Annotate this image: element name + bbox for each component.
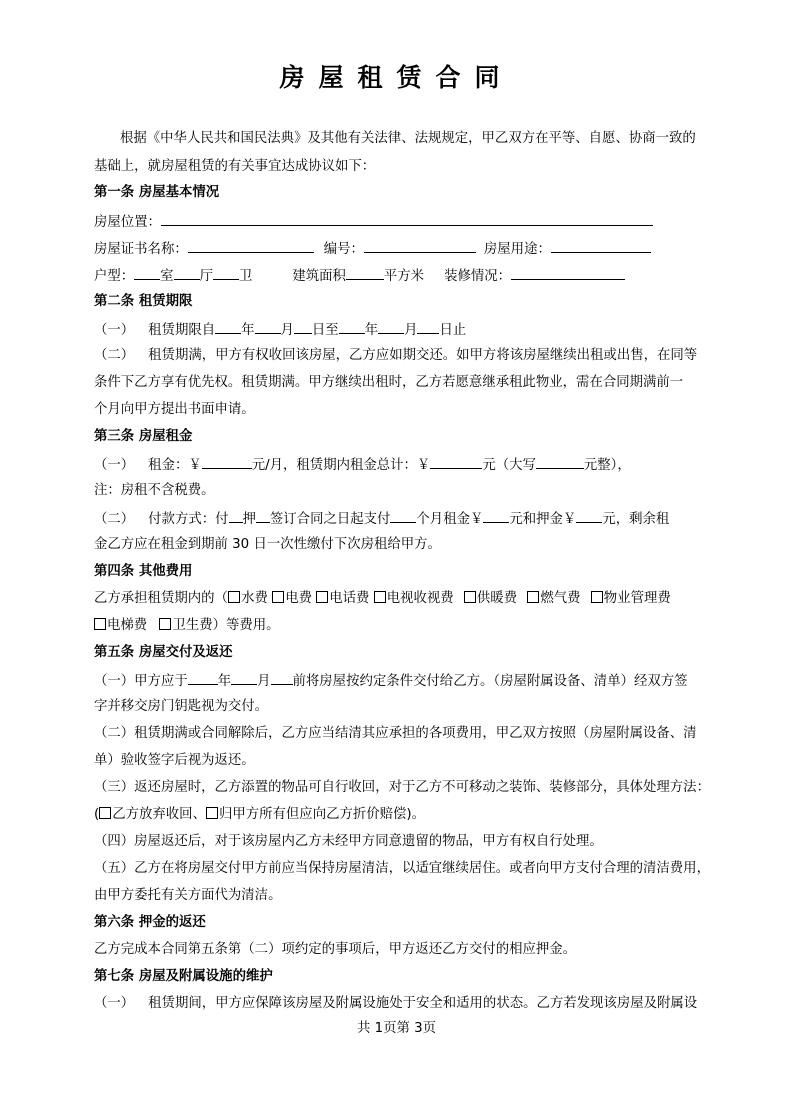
fee-label: 电视收视费 (386, 591, 454, 606)
area-label: 建筑面积 (292, 269, 346, 284)
article-1-heading: 第一条 房屋基本情况 (94, 185, 220, 200)
deco-label: 装修情况： (444, 269, 512, 284)
start-year-blank[interactable] (215, 319, 241, 334)
fees-row-1 (94, 589, 724, 609)
checkbox[interactable] (527, 591, 539, 603)
location-blank[interactable] (161, 211, 653, 226)
rent-row (94, 454, 724, 476)
fee-label: 电梯费 (107, 618, 148, 633)
hall-label: 厅 (199, 269, 213, 284)
leftover-items: （四）房屋返还后，对于该房屋内乙方未经甲方同意遗留的物品，甲方有权自行处理。 (94, 834, 603, 849)
fee-label: 物业管理费 (603, 591, 671, 606)
fee-elevator (94, 618, 147, 633)
checkbox[interactable] (94, 618, 106, 630)
contract-title: 房屋租赁合同 (279, 63, 514, 92)
start-day-blank[interactable] (294, 319, 312, 334)
rent-amount-blank[interactable] (483, 508, 509, 523)
term-expiry-line-3: 个月向甲方提出书面申请。 (94, 402, 255, 417)
delivery-day-blank[interactable] (271, 670, 293, 685)
year-label: 年 (364, 323, 379, 338)
checkbox[interactable] (228, 591, 240, 603)
checkbox[interactable] (464, 591, 476, 603)
checkbox[interactable] (159, 618, 171, 630)
rent-total-label: 元/月，租赁期内租金总计：￥ (251, 458, 431, 473)
total-rent-blank[interactable] (430, 454, 482, 469)
option-compensate: 归甲方所有但应向乙方折价赔偿)。 (218, 807, 426, 822)
term-expiry-line-1 (94, 346, 724, 366)
fee-label: 供暖费 (476, 591, 518, 606)
deposit-months-blank[interactable] (256, 508, 270, 523)
clause-text: 租赁期间，甲方应保障该房屋及附属设施处于安全和适用的状态。乙方若发现该房屋及附属设 (148, 996, 698, 1011)
rent-label: 租金：￥ (148, 458, 202, 473)
checkbox[interactable] (99, 807, 111, 819)
delivery-text: 前将房屋按约定条件交付给乙方。（房屋附属设备、清单）经双方签 (292, 674, 688, 689)
checkbox[interactable] (206, 807, 218, 819)
intro-line-2: 基础上，就房屋租赁的有关事宜达成协议如下： (94, 159, 376, 174)
delivery-label: （一）甲方应于 (94, 674, 188, 689)
fee-heating (464, 591, 517, 606)
rent-end-label: 元整）， (583, 458, 631, 473)
rent-note: 注：房租不含税费。 (94, 483, 215, 498)
fee-water (228, 591, 268, 606)
delivery-line-2: 字并移交房门钥匙视为交付。 (94, 699, 269, 714)
article-2-heading: 第二条 租赁期限 (94, 294, 193, 309)
fees-suffix: ）等费用。 (212, 618, 280, 633)
payment-start-label: 签订合同之日起支付 (269, 512, 391, 527)
intro-line-1: 根据《中华人民共和国民法典》及其他有关法律、法规规定，甲乙双方在平等、自愿、协商一致的 (120, 131, 696, 146)
use-blank[interactable] (551, 238, 651, 253)
fee-label: 电话费 (329, 591, 370, 606)
fee-label: 卫生费 (172, 618, 213, 633)
deposit-label: 押 (242, 512, 256, 527)
fee-gas (527, 591, 580, 606)
checkbox[interactable] (272, 591, 284, 603)
option-abandon: 乙方放弃收回、 (112, 807, 206, 822)
deco-blank[interactable] (511, 265, 625, 280)
fees-row-2 (94, 616, 724, 636)
checkbox[interactable] (591, 591, 603, 603)
fees-prefix: 乙方承担租赁期内的（ (94, 591, 228, 606)
month-label: 月 (280, 323, 294, 338)
clause-number: （二） (94, 512, 135, 527)
number-label: 编号： (323, 242, 364, 257)
delivery-row (94, 670, 724, 692)
end-year-blank[interactable] (339, 319, 365, 334)
fee-sanitation (159, 618, 212, 633)
layout-label: 户型： (94, 269, 135, 284)
location-row (94, 211, 724, 233)
clause-number: （一） (94, 996, 135, 1011)
room-label: 室 (160, 269, 174, 284)
fee-tv (374, 591, 454, 606)
clause-number: （一） (94, 458, 135, 473)
article-4-heading: 第四条 其他费用 (94, 564, 193, 579)
use-label: 房屋用途： (483, 242, 551, 257)
sqm-label: 平方米 (383, 269, 425, 284)
term-expiry-line-2: 条件下乙方享有优先权。租赁期满。甲方继续出租时，乙方若愿意继承租此物业，需在合同期满前一 (94, 375, 684, 390)
additions-options (94, 805, 724, 825)
payment-line-2: 金乙方应在租金到期前 30 日一次性缴付下次房租给甲方。 (94, 537, 441, 552)
number-blank[interactable] (364, 238, 476, 253)
clause-text: 租赁期满，甲方有权收回该房屋，乙方应如期交还。如甲方将该房屋继续出租或出售，在同等 (148, 348, 698, 363)
term-row (94, 319, 724, 341)
term-number: （一） (94, 323, 135, 338)
room-blank[interactable] (134, 265, 160, 280)
deposit-return: 乙方完成本合同第五条第（二）项约定的事项后，甲方返还乙方交付的相应押金。 (94, 942, 577, 957)
location-label: 房屋位置： (94, 215, 161, 230)
payment-row (94, 508, 724, 530)
delivery-month-blank[interactable] (231, 670, 257, 685)
return-line-1: （二）租赁期满或合同解除后，乙方应当结清其应承担的各项费用，甲乙双方按照（房屋附属设备、清 (94, 726, 697, 741)
fee-electricity (272, 591, 312, 606)
area-blank[interactable] (346, 265, 384, 280)
month-label: 月 (404, 323, 418, 338)
cert-row (94, 238, 724, 260)
day-end-label: 日止 (439, 323, 467, 338)
paren-open: ( (94, 807, 100, 822)
term-from-label: 租赁期限自 (148, 323, 216, 338)
return-line-2: 单）验收签字后视为返还。 (94, 753, 255, 768)
rent-uppercase-label: 元（大写 (482, 458, 536, 473)
bath-blank[interactable] (213, 265, 239, 280)
fee-property (591, 591, 671, 606)
deposit-amount-blank[interactable] (576, 508, 602, 523)
uppercase-rent-blank[interactable] (536, 454, 584, 469)
fee-label: 水费 (241, 591, 268, 606)
clause-number: （二） (94, 348, 135, 363)
months-rent-label: 个月租金￥ (416, 512, 484, 527)
year-label: 年 (217, 674, 232, 689)
end-month-blank[interactable] (378, 319, 404, 334)
cleaning-line-1: （五）乙方在将房屋交付甲方前应当保持房屋清洁，以适宜继续居住。或者向甲方支付合理的清洁费用， (94, 861, 710, 876)
fee-label: 电费 (285, 591, 312, 606)
month-label: 月 (257, 674, 271, 689)
remaining-label: 元，剩余租 (602, 512, 670, 527)
delivery-year-blank[interactable] (188, 670, 218, 685)
cleaning-line-2: 由甲方委托有关方面代为清洁。 (94, 888, 282, 903)
cert-blank[interactable] (188, 238, 314, 253)
year-label: 年 (241, 323, 255, 338)
deposit-amount-label: 元和押金￥ (509, 512, 577, 527)
layout-row (94, 265, 724, 287)
article-5-heading: 第五条 房屋交付及返还 (94, 645, 233, 660)
payment-label: 付款方式：付 (148, 512, 229, 527)
article-3-heading: 第三条 房屋租金 (94, 429, 193, 444)
additions-line-1: （三）返还房屋时，乙方添置的物品可自行收回，对于乙方不可移动之装饰、装修部分，具体处理方法： (94, 780, 710, 795)
article-6-heading: 第六条 押金的返还 (94, 915, 206, 930)
fee-label: 燃气费 (540, 591, 581, 606)
article-7-heading: 第七条 房屋及附属设施的维护 (94, 969, 273, 984)
end-day-blank[interactable] (417, 319, 439, 334)
pay-months-blank[interactable] (229, 508, 243, 523)
fee-phone (316, 591, 369, 606)
cert-label: 房屋证书名称： (94, 242, 188, 257)
checkbox[interactable] (374, 591, 386, 603)
day-to-label: 日至 (311, 323, 339, 338)
months-blank[interactable] (390, 508, 416, 523)
start-month-blank[interactable] (255, 319, 281, 334)
page-footer: 共 1页第 3页 (356, 1021, 437, 1036)
bath-label: 卫 (238, 269, 253, 284)
checkbox[interactable] (316, 591, 328, 603)
monthly-rent-blank[interactable] (202, 454, 252, 469)
maintenance-line-1 (94, 994, 724, 1014)
hall-blank[interactable] (174, 265, 200, 280)
